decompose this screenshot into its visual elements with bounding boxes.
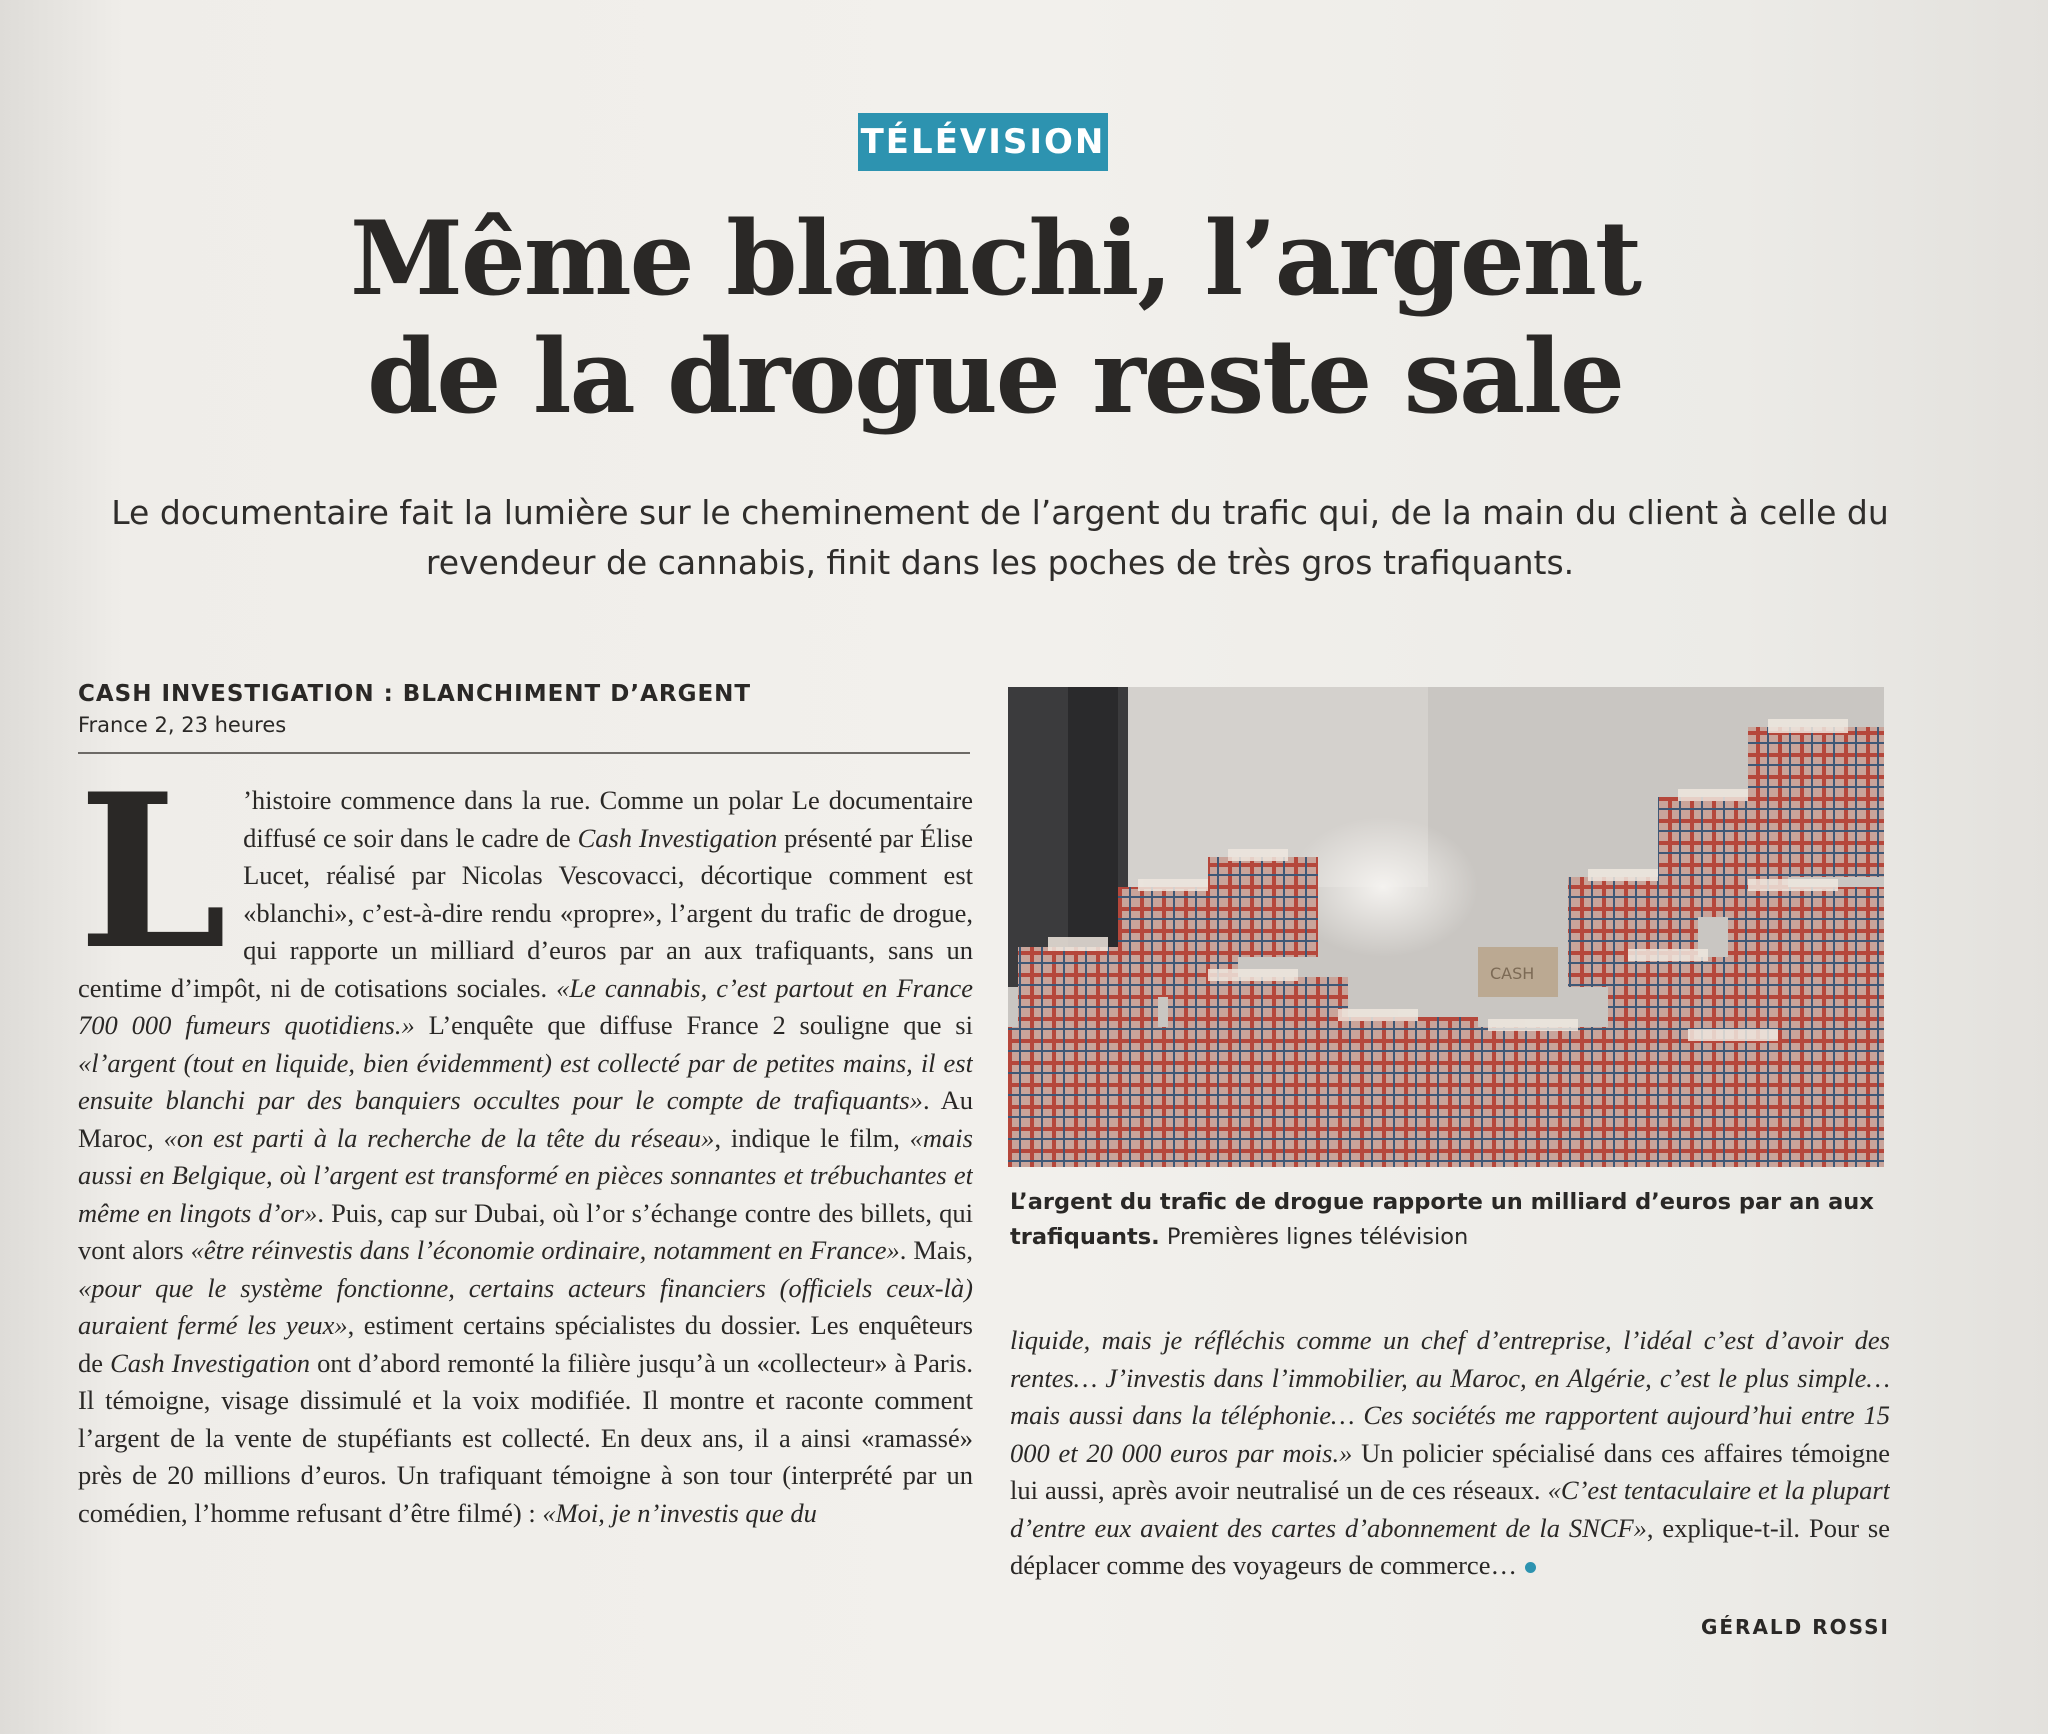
body-quote: «Moi, je n’investis que du (542, 1497, 817, 1528)
drop-cap: L (78, 782, 228, 996)
body-quote: liquide, mais je réfléchis comme un chef d’entreprise, l’idéal c’est d’avoir des rentes… J’investis dans l’immobilier, au Maroc, en Algérie, c’est le plus simple… mais aussi dans la téléphonie… Ces sociétés me rapportent aujourd’hui entre 15 000 et 20 000 euros par mois.» (1010, 1325, 1890, 1468)
caption-text: L’argent du trafic de drogue rapporte un milliard d’euros par an aux trafiquants. (1010, 1189, 1874, 1250)
photo-caption (1010, 1185, 1890, 1255)
body-quote: «on est parti à la recherche de la tête du réseau» (163, 1122, 715, 1153)
article-column-1 (78, 782, 973, 1662)
show-title: CASH INVESTIGATION : BLANCHIMENT D’ARGENT (78, 681, 752, 707)
body-text: . Puis, cap sur Dubai, où l’or s’échange contre des billets, qui vont alors (78, 1197, 973, 1265)
body-text: L’enquête que diffuse France 2 souligne que si (414, 1010, 973, 1040)
body-text: , explique-t-il. Pour se déplacer comme des voyageurs de commerce… (1010, 1512, 1890, 1580)
body-text: . Au Maroc, (78, 1085, 973, 1153)
body-text: , estiment certains spécialistes du dossier. Les enquêteurs de (78, 1310, 973, 1378)
section-kicker: TÉLÉVISION (858, 113, 1108, 171)
photo-money-bags (1008, 687, 1884, 1167)
body-italic: Cash Investigation (110, 1347, 310, 1378)
body-quote: «l’argent (tout en liquide, bien évidemment) est collecté par de petites mains, il est ensuite blanchi par des banquiers occultes pour le compte de trafiquants» (78, 1047, 973, 1115)
article-paragraph (1010, 1322, 1890, 1585)
article-photo (1008, 687, 1884, 1167)
cash-box-label: CASH (1490, 964, 1535, 983)
body-text: Un policier spécialisé dans ces affaires témoigne lui aussi, après avoir neutralisé un de ces réseaux. (1010, 1437, 1890, 1505)
body-text: . Mais, (899, 1235, 973, 1265)
body-text: ’histoire commence dans la rue. Comme un polar Le documentaire diffusé ce soir dans le cadre de (243, 785, 973, 853)
body-text: ont d’abord remonté la filière jusqu’à un «collecteur» à Paris. Il témoigne, visage dissimulé et la voix modifiée. Il montre et raconte comment l’argent de la vente de stupéfiants est collecté. En deux ans, il a ainsi «ramassé» près de 20 millions d’euros. Un trafiquant témoigne à son tour (interprété par un comédien, l’homme refusant d’être filmé) : (78, 1347, 973, 1528)
headline-line-1: Même blanchi, l’argent (349, 199, 1641, 319)
body-text: présenté par Élise Lucet, réalisé par Nicolas Vescovacci, décortique comment est «blanchi», c’est-à-dire rendu «propre», l’argent du trafic de drogue, qui rapporte un milliard d’euros par an aux trafiquants, sans un centime d’impôt, ni de cotisations sociales. (78, 822, 973, 1003)
body-quote: «Le cannabis, c’est partout en France 700 000 fumeurs quotidiens.» (78, 972, 973, 1040)
body-quote: «mais aussi en Belgique, où l’argent est transformé en pièces sonnantes et trébuchantes et même en lingots d’or» (78, 1122, 973, 1228)
body-quote: «C’est tentaculaire et la plupart d’entre eux avaient des cartes d’abonnement de la SNCF» (1010, 1475, 1890, 1543)
standfirst: Le documentaire fait la lumière sur le cheminement de l’argent du trafic qui, de la main du client à celle du revendeur de cannabis, finit dans les poches de très gros trafiquants. (111, 493, 1889, 582)
body-quote: «être réinvestis dans l’économie ordinaire, notamment en France» (190, 1235, 900, 1265)
headline (240, 200, 1750, 436)
article-column-2 (1010, 1322, 1890, 1612)
byline: GÉRALD ROSSI (1700, 1615, 1890, 1639)
body-italic: Cash Investigation (577, 822, 778, 853)
headline-line-2: de la drogue reste sale (367, 317, 1623, 437)
end-mark-icon (1525, 1562, 1536, 1573)
photo-credit: Premières lignes télévision (1159, 1224, 1469, 1250)
divider-rule (78, 752, 970, 754)
body-text: , indique le film, (714, 1122, 910, 1153)
body-quote: «pour que le système fonctionne, certains acteurs financiers (officiels ceux-là) auraient fermé les yeux» (78, 1272, 973, 1340)
show-channel-time: France 2, 23 heures (78, 713, 287, 737)
